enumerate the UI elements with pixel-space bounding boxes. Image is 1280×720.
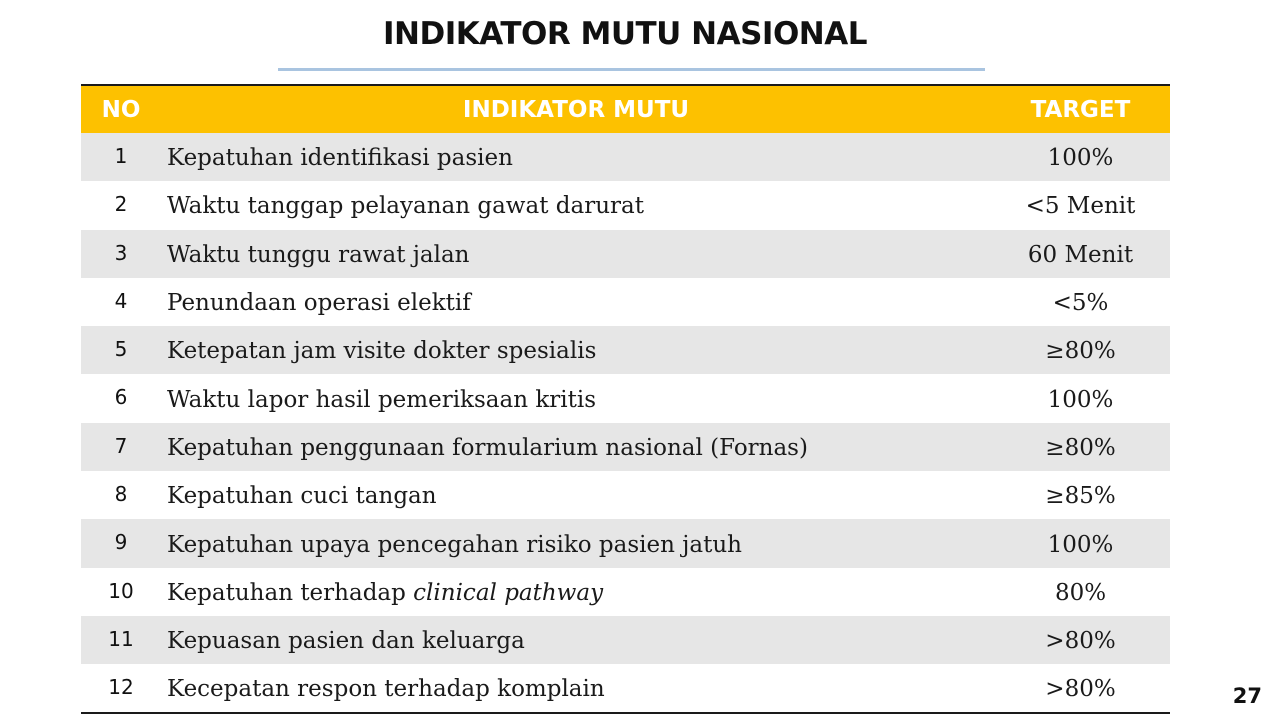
- row-indicator: Kepatuhan upaya pencegahan risiko pasien jatuh: [167, 531, 742, 558]
- row-number: 12: [81, 664, 161, 712]
- row-target: 100%: [1047, 386, 1114, 413]
- row-indicator: Waktu tanggap pelayanan gawat darurat: [167, 193, 644, 220]
- row-number: 3: [114, 240, 128, 265]
- table-row: [81, 664, 1170, 712]
- table-row: [81, 133, 1170, 181]
- table-row: [81, 519, 1170, 567]
- table-row: [81, 616, 1170, 664]
- title-underline: [278, 68, 985, 71]
- table-row: [81, 471, 1170, 519]
- table-row: [81, 374, 1170, 422]
- header-indicator: INDIKATOR MUTU: [161, 85, 991, 133]
- row-number: 1: [114, 144, 128, 168]
- row-target: 100%: [1047, 531, 1114, 558]
- table-row: [81, 326, 1170, 374]
- row-target: 60 Menit: [1027, 241, 1134, 268]
- row-target: 80%: [1054, 579, 1107, 606]
- row-number: 7: [114, 433, 128, 458]
- table-row: [81, 278, 1170, 326]
- row-indicator-text: Kepatuhan terhadap: [167, 579, 406, 606]
- table-row: [81, 423, 1170, 471]
- table-row: [81, 230, 1170, 278]
- indicator-table: [81, 84, 1170, 714]
- row-indicator: Waktu lapor hasil pemeriksaan kritis: [167, 386, 597, 413]
- row-indicator: Kepatuhan cuci tangan: [167, 483, 437, 510]
- row-number: 10: [108, 578, 134, 603]
- row-number: 2: [114, 192, 128, 217]
- row-target: ≥80%: [1045, 434, 1116, 461]
- row-target: <5 Menit: [1025, 193, 1136, 220]
- row-number: 8: [114, 482, 128, 507]
- row-number: 9: [114, 530, 128, 555]
- row-indicator-italic: clinical pathway: [413, 579, 604, 606]
- row-indicator: Ketepatan jam visite dokter spesialis: [167, 338, 597, 365]
- page-number: 27: [1232, 684, 1262, 708]
- row-indicator: Waktu tunggu rawat jalan: [167, 241, 470, 268]
- row-number: 6: [114, 385, 128, 410]
- page-title: INDIKATOR MUTU NASIONAL: [383, 16, 867, 52]
- table-row: [81, 181, 1170, 229]
- row-indicator: Kepatuhan identifikasi pasien: [167, 145, 513, 172]
- row-indicator: [161, 568, 991, 616]
- row-target: 100%: [1047, 145, 1114, 172]
- row-number: 5: [114, 337, 128, 362]
- row-target: >80%: [991, 664, 1170, 712]
- row-target: ≥80%: [1045, 338, 1116, 365]
- header-target: TARGET: [991, 85, 1170, 133]
- row-indicator: Kepuasan pasien dan keluarga: [167, 628, 525, 655]
- header-no: NO: [81, 85, 161, 133]
- row-target: >80%: [1045, 628, 1116, 655]
- table-row: [81, 568, 1170, 616]
- row-indicator: Kepatuhan penggunaan formularium nasional (Fornas): [167, 434, 808, 461]
- row-number: 11: [108, 626, 134, 651]
- row-target: ≥85%: [1045, 483, 1116, 510]
- row-target: <5%: [1052, 290, 1109, 317]
- row-indicator: Kecepatan respon terhadap komplain: [161, 664, 991, 712]
- row-number: 4: [114, 288, 128, 313]
- table-header-row: [81, 85, 1170, 133]
- row-indicator: Penundaan operasi elektif: [167, 290, 471, 317]
